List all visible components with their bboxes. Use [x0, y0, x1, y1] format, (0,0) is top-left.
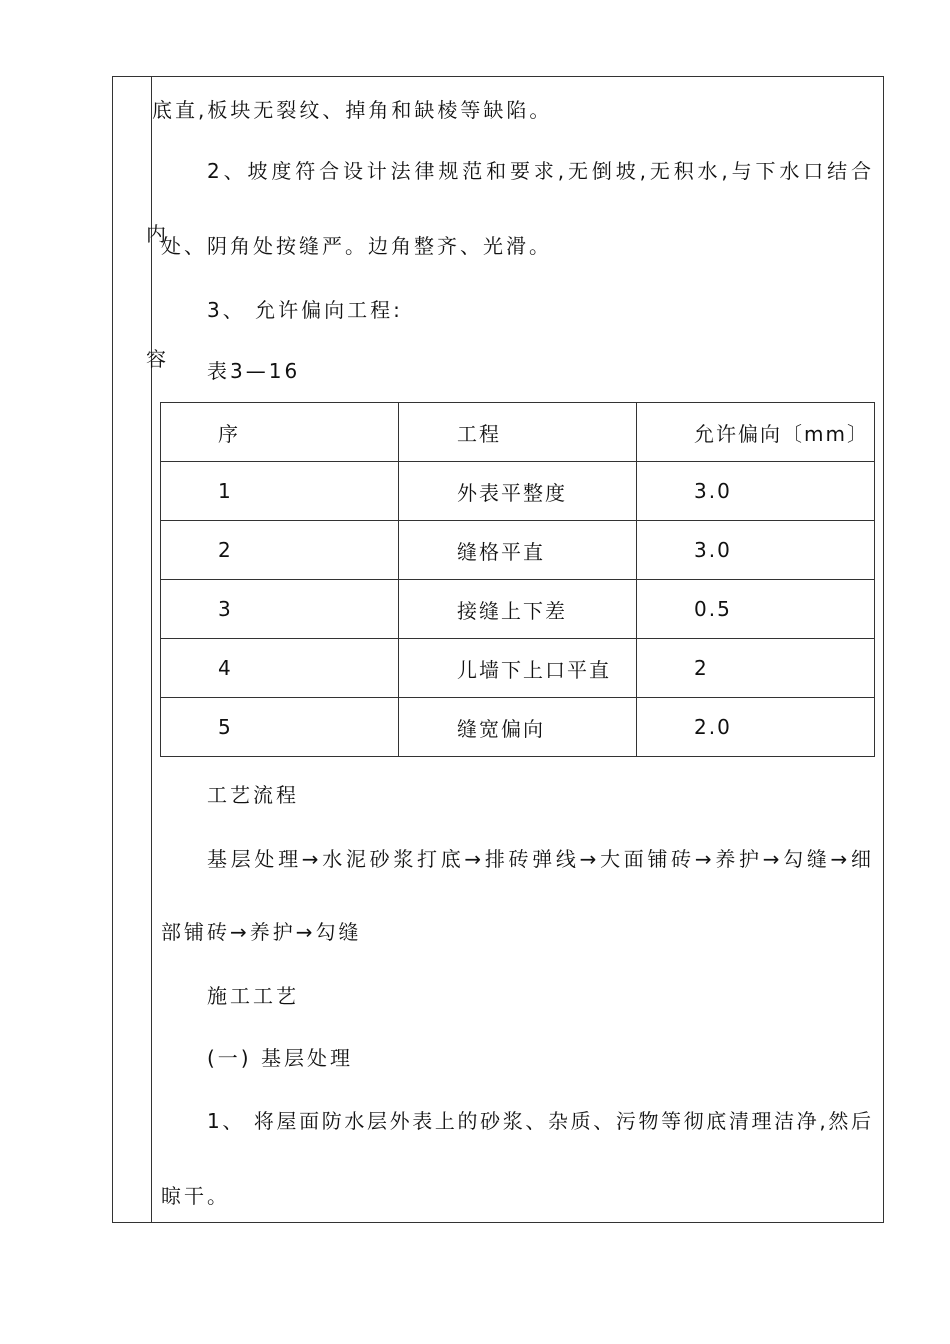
table-row [161, 521, 875, 580]
deviation-table [160, 402, 875, 757]
side-label-rong: 容 [146, 347, 166, 371]
process-flow-line2: 部铺砖→养护→勾缝 [161, 920, 362, 944]
cell-seq: 5 [161, 698, 399, 757]
process-flow-line1: 基层处理→水泥砂浆打底→排砖弹线→大面铺砖→养护→勾缝→细 [207, 847, 873, 871]
subsection-base-treatment: (一) 基层处理 [207, 1046, 353, 1070]
table-caption: 表3—16 [207, 359, 301, 383]
frame-divider [151, 76, 152, 1223]
cell-value: 2.0 [637, 698, 875, 757]
base-treatment-line1: 1、 将屋面防水层外表上的砂浆、杂质、污物等彻底清理洁净,然后 [207, 1109, 873, 1133]
header-seq: 序 [161, 403, 399, 462]
table-header-row [161, 403, 875, 462]
table-row [161, 580, 875, 639]
table-row [161, 698, 875, 757]
cell-value: 3.0 [637, 521, 875, 580]
base-treatment-line2: 晾干。 [161, 1184, 230, 1208]
section-construction-process: 施工工艺 [207, 984, 299, 1008]
header-item: 工程 [399, 403, 637, 462]
paragraph-slope-line1: 2、坡度符合设计法律规范和要求,无倒坡,无积水,与下水口结合 [207, 159, 873, 183]
cell-seq: 2 [161, 521, 399, 580]
cell-value: 3.0 [637, 462, 875, 521]
cell-seq: 3 [161, 580, 399, 639]
paragraph-defects: 底直,板块无裂纹、掉角和缺棱等缺陷。 [152, 98, 553, 122]
table-row [161, 462, 875, 521]
cell-item: 缝宽偏向 [399, 698, 637, 757]
cell-item: 缝格平直 [399, 521, 637, 580]
header-allowed-deviation: 允许偏向〔mm〕 [637, 403, 875, 462]
cell-item: 外表平整度 [399, 462, 637, 521]
cell-value: 0.5 [637, 580, 875, 639]
paragraph-slope-line2: 处、阴角处按缝严。边角整齐、光滑。 [161, 234, 552, 258]
cell-value: 2 [637, 639, 875, 698]
cell-item: 儿墙下上口平直 [399, 639, 637, 698]
cell-seq: 4 [161, 639, 399, 698]
cell-seq: 1 [161, 462, 399, 521]
paragraph-deviation-title: 3、 允许偏向工程: [207, 298, 403, 322]
table-row [161, 639, 875, 698]
cell-item: 接缝上下差 [399, 580, 637, 639]
section-process-flow: 工艺流程 [207, 783, 299, 807]
side-label-nei: 内 [146, 222, 166, 246]
